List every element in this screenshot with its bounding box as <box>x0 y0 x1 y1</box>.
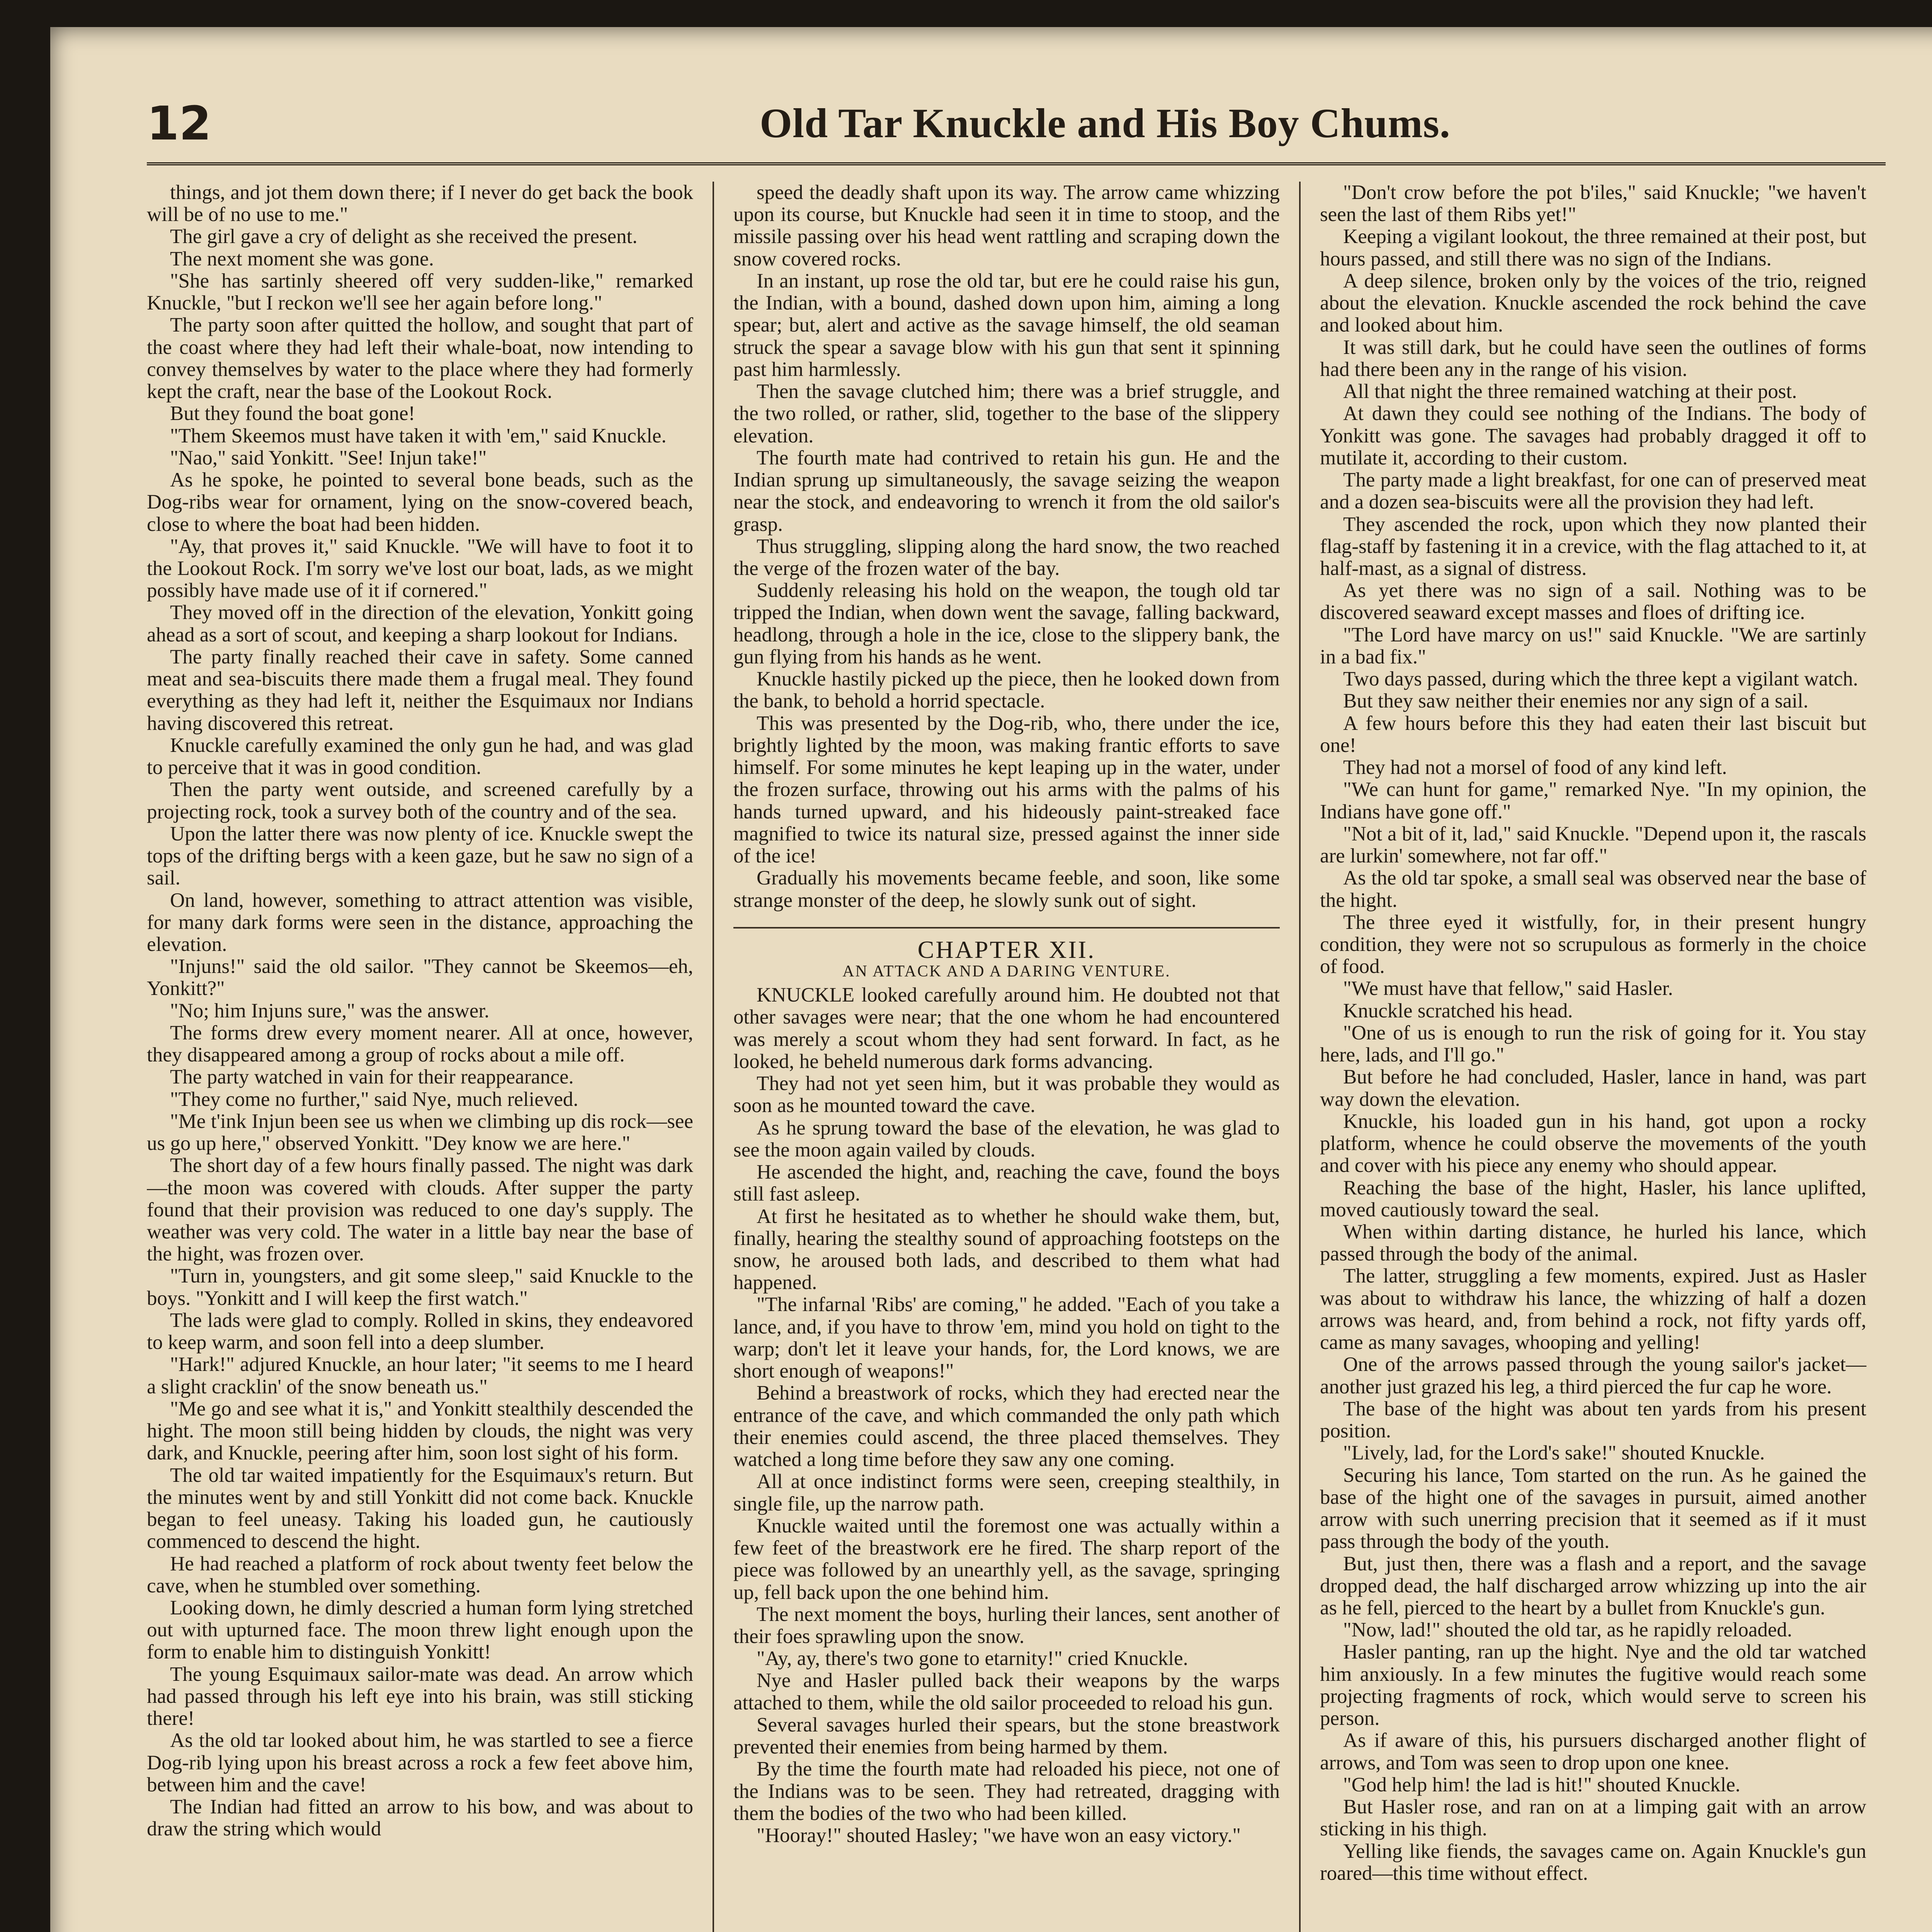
chapter-subtitle: AN ATTACK AND A DARING VENTURE. <box>842 962 1171 980</box>
paragraph: Thus struggling, slipping along the hard snow, the two reached the verge of the frozen water of the bay. <box>733 535 1280 580</box>
paragraph: things, and jot them down there; if I never do get back the book will be of no use to me." <box>147 182 693 226</box>
paragraph: The party soon after quitted the hollow, and sought that part of the coast where they had left their whale-boat, now intending to convey themselves by water to the place where they had formerly kept the craft, near the base of the Lookout Rock. <box>147 314 693 403</box>
paragraph: Hasler panting, ran up the hight. Nye and the old tar watched him anxiously. In a few minutes the fugitive would reach some projecting fragments of rock, which would serve to screen his person. <box>1320 1641 1866 1730</box>
paragraph: The next moment the boys, hurling their lances, sent another of their foes sprawling upon the snow. <box>733 1603 1280 1648</box>
paragraph: But they saw neither their enemies nor any sign of a sail. <box>1343 690 1808 713</box>
paragraph: Then the party went outside, and screened carefully by a projecting rock, took a survey both of the country and of the sea. <box>147 778 693 823</box>
paragraph: "Don't crow before the pot b'iles," said Knuckle; "we haven't seen the last of them Ribs yet!" <box>1320 182 1866 226</box>
paragraph: By the time the fourth mate had reloaded his piece, not one of the Indians was to be seen. They had retreated, dragging with them the bodies of the two who had been killed. <box>733 1758 1280 1825</box>
paragraph: At first he hesitated as to whether he should wake them, but, finally, hearing the stealthy sound of approaching footsteps on the snow, he aroused both lads, and described to them what had happened. <box>733 1205 1280 1294</box>
paragraph: Knuckle hastily picked up the piece, then he looked down from the bank, to behold a horrid spectacle. <box>733 668 1280 713</box>
paragraph: Looking down, he dimly descried a human form lying stretched out with upturned face. The moon threw light enough upon the form to enable him to distinguish Yonkitt! <box>147 1597 693 1663</box>
paragraph: KNUCKLE looked carefully around him. He doubted not that other savages were near; that the one whom he had encountered was merely a scout whom they had sent forward. In fact, as he looked, he beheld numerous dark forms advancing. <box>733 984 1280 1073</box>
paragraph: Knuckle, his loaded gun in his hand, got upon a rocky platform, whence he could observe the movements of the youth and cover with his piece any enemy who should appear. <box>1320 1110 1866 1177</box>
paragraph: Gradually his movements became feeble, and soon, like some strange monster of the deep, he slowly sunk out of sight. <box>733 867 1280 912</box>
paragraph: But, just then, there was a flash and a report, and the savage dropped dead, the half discharged arrow whizzing up into the air as he fell, pierced to the heart by a bullet from Knuckle's gun. <box>1320 1552 1866 1619</box>
column-2 <box>714 182 1301 1932</box>
paragraph: They had not a morsel of food of any kind left. <box>1343 756 1727 779</box>
paragraph: The lads were glad to comply. Rolled in skins, they endeavored to keep warm, and soon fell into a deep slumber. <box>147 1309 693 1354</box>
paragraph: The old tar waited impatiently for the Esquimaux's return. But the minutes went by and still Yonkitt did not come back. Knuckle began to feel uneasy. Taking his loaded gun, he cautiously commenced to descend the hight. <box>147 1464 693 1553</box>
paragraph: He ascended the hight, and, reaching the cave, found the boys still fast asleep. <box>733 1161 1280 1206</box>
page-number: 12 <box>147 97 211 151</box>
paragraph: A few hours before this they had eaten their last biscuit but one! <box>1320 712 1866 757</box>
paragraph: He had reached a platform of rock about twenty feet below the cave, when he stumbled over something. <box>147 1552 693 1597</box>
chapter-heading <box>733 927 1280 980</box>
paragraph: "Hooray!" shouted Hasley; "we have won an easy victory." <box>757 1824 1241 1847</box>
paragraph: As the old tar looked about him, he was startled to see a fierce Dog-rib lying upon his breast across a rock a few feet above him, between him and the cave! <box>147 1729 693 1796</box>
paragraph: Reaching the base of the hight, Hasler, his lance uplifted, moved cautiously toward the seal. <box>1320 1176 1866 1221</box>
paragraph: speed the deadly shaft upon its way. The arrow came whizzing upon its course, but Knuckle had seen it in time to stoop, and the missile passing over his head went rattling and scraping down the snow covered rocks. <box>733 182 1280 270</box>
paragraph: "Turn in, youngsters, and git some sleep," said Knuckle to the boys. "Yonkitt and I will keep the first watch." <box>147 1265 693 1310</box>
paragraph: The party watched in vain for their reappearance. <box>170 1066 574 1088</box>
paragraph: The base of the hight was about ten yards from his present position. <box>1320 1397 1866 1442</box>
paragraph: "She has sartinly sheered off very sudden-like," remarked Knuckle, "but I reckon we'll see her again before long." <box>147 269 693 315</box>
column-2-text-before <box>733 182 1280 912</box>
paragraph: It was still dark, but he could have seen the outlines of forms had there been any in the range of his vision. <box>1320 336 1866 381</box>
paragraph: They ascended the rock, upon which they now planted their flag-staff by fastening it in a crevice, with the flag attached to it, at half-mast, as a signal of distress. <box>1320 513 1866 580</box>
paragraph: "Me t'ink Injun been see us when we climbing up dis rock—see us go up here," observed Yonkitt. "Dey know we are here." <box>147 1110 693 1155</box>
paragraph: But they found the boat gone! <box>170 402 415 425</box>
paragraph: As he spoke, he pointed to several bone beads, such as the Dog-ribs wear for ornament, lying on the snow-covered beach, close to where the boat had been hidden. <box>147 469 693 536</box>
paragraph: Yelling like fiends, the savages came on. Again Knuckle's gun roared—this time without effect. <box>1320 1840 1866 1884</box>
paragraph: When within darting distance, he hurled his lance, which passed through the body of the animal. <box>1320 1221 1866 1265</box>
paragraph: On land, however, something to attract attention was visible, for many dark forms were seen in the distance, approaching the elevation. <box>147 889 693 956</box>
paragraph: Upon the latter there was now plenty of ice. Knuckle swept the tops of the drifting bergs with a keen gaze, but he saw no sign of a sail. <box>147 822 693 889</box>
paragraph: The fourth mate had contrived to retain his gun. He and the Indian sprung up simultaneously, the savage seizing the weapon near the stock, and endeavoring to wrench it from the old sailor's grasp. <box>733 446 1280 536</box>
paragraph: The Indian had fitted an arrow to his bow, and was about to draw the string which would <box>147 1796 693 1840</box>
paragraph: "Them Skeemos must have taken it with 'em," said Knuckle. <box>170 424 667 447</box>
paragraph: Two days passed, during which the three kept a vigilant watch. <box>1343 668 1858 690</box>
page <box>50 27 1932 1932</box>
paragraph: "The Lord have marcy on us!" said Knuckle. "We are sartinly in a bad fix." <box>1320 623 1866 668</box>
page-title: Old Tar Knuckle and His Boy Chums. <box>760 100 1451 146</box>
paragraph: "Hark!" adjured Knuckle, an hour later; "it seems to me I heard a slight cracklin' of the snow beneath us." <box>147 1353 693 1398</box>
paragraph: The girl gave a cry of delight as she received the present. <box>170 225 638 248</box>
paragraph: The three eyed it wistfully, for, in their present hungry condition, they were not so scrupulous as formerly in the choice of food. <box>1320 911 1866 978</box>
paragraph: Several savages hurled their spears, but the stone breastwork prevented their enemies from being harmed by them. <box>733 1713 1280 1759</box>
paragraph: "No; him Injuns sure," was the answer. <box>170 999 490 1022</box>
paragraph: But before he had concluded, Hasler, lance in hand, was part way down the elevation. <box>1320 1066 1866 1111</box>
paragraph: Keeping a vigilant lookout, the three remained at their post, but hours passed, and still there was no sign of the Indians. <box>1320 225 1866 270</box>
column-3 <box>1301 182 1886 1932</box>
paragraph: Nye and Hasler pulled back their weapons by the warps attached to them, while the old sailor proceeded to reload his gun. <box>733 1669 1280 1714</box>
paragraph: Then the savage clutched him; there was a brief struggle, and the two rolled, or rather, slid, together to the base of the slippery elevation. <box>733 380 1280 447</box>
paragraph: "Me go and see what it is," and Yonkitt stealthily descended the hight. The moon still being hidden by clouds, the night was very dark, and Knuckle, peering after him, soon lost sight of his form. <box>147 1397 693 1464</box>
paragraph: "Ay, ay, there's two gone to etarnity!" cried Knuckle. <box>757 1647 1188 1670</box>
paragraph: A deep silence, broken only by the voices of the trio, reigned about the elevation. Knuckle ascended the rock behind the cave and looked about him. <box>1320 269 1866 337</box>
paragraph: Knuckle carefully examined the only gun he had, and was glad to perceive that it was in good condition. <box>147 734 693 779</box>
paragraph: One of the arrows passed through the young sailor's jacket—another just grazed his leg, a third pierced the fur cap he wore. <box>1320 1353 1866 1398</box>
paragraph: Suddenly releasing his hold on the weapon, the tough old tar tripped the Indian, when down went the savage, falling backward, headlong, through a hole in the ice, close to the slippery bank, the gun flying from his hands as he went. <box>733 579 1280 668</box>
column-1 <box>147 182 714 1932</box>
paragraph: This was presented by the Dog-rib, who, there under the ice, brightly lighted by the moon, was making frantic efforts to save himself. For some minutes he kept leaping up in the water, under the frozen surface, throwing out his arms with the palms of his hands turned upward, and his hideously paint-streaked face magnified to twice its natural size, pressed against the inner side of the ice! <box>733 712 1280 867</box>
paragraph: At dawn they could see nothing of the Indians. The body of Yonkitt was gone. The savages had probably dragged it off to mutilate it, according to their custom. <box>1320 402 1866 469</box>
paragraph: "One of us is enough to run the risk of going for it. You stay here, lads, and I'll go." <box>1320 1021 1866 1066</box>
paragraph: In an instant, up rose the old tar, but ere he could raise his gun, the Indian, with a bound, dashed down upon him, aiming a long spear; but, alert and active as the savage himself, the old seaman struck the spear a savage blow with his gun that sent it spinning past him harmlessly. <box>733 269 1280 381</box>
paragraph: "Not a bit of it, lad," said Knuckle. "Depend upon it, the rascals are lurkin' somewhere, not far off." <box>1320 822 1866 867</box>
paragraph: "Nao," said Yonkitt. "See! Injun take!" <box>170 446 487 469</box>
paragraph: "Now, lad!" shouted the old tar, as he rapidly reloaded. <box>1343 1619 1793 1641</box>
paragraph: As yet there was no sign of a sail. Nothing was to be discovered seaward except masses and floes of drifting ice. <box>1320 579 1866 624</box>
paragraph: They moved off in the direction of the elevation, Yonkitt going ahead as a sort of scout, and keeping a sharp lookout for Indians. <box>147 601 693 646</box>
paragraph: Securing his lance, Tom started on the run. As he gained the base of the hight one of the savages in pursuit, aimed another arrow with such unerring precision that it seemed as if it must pass through the body of the youth. <box>1320 1464 1866 1553</box>
paragraph: "They come no further," said Nye, much relieved. <box>170 1088 578 1111</box>
paragraph: As if aware of this, his pursuers discharged another flight of arrows, and Tom was seen to drop upon one knee. <box>1320 1729 1866 1774</box>
paragraph: "Ay, that proves it," said Knuckle. "We will have to foot it to the Lookout Rock. I'm sorry we've lost our boat, lads, as we might possibly have made use of it if cornered." <box>147 535 693 602</box>
paragraph: But Hasler rose, and ran on at a limping gait with an arrow sticking in his thigh. <box>1320 1796 1866 1840</box>
paragraph: The young Esquimaux sailor-mate was dead. An arrow which had passed through his left eye into his brain, was still sticking there! <box>147 1663 693 1730</box>
column-2-text-after <box>733 984 1280 1847</box>
paragraph: "We must have that fellow," said Hasler. <box>1343 977 1673 1000</box>
paragraph: Knuckle scratched his head. <box>1343 999 1573 1022</box>
paragraph: "Lively, lad, for the Lord's sake!" shouted Knuckle. <box>1343 1442 1765 1464</box>
paragraph: The party made a light breakfast, for one can of preserved meat and a dozen sea-biscuits were all the provision they had left. <box>1320 469 1866 514</box>
text-columns <box>147 182 1886 1932</box>
paragraph: They had not yet seen him, but it was probable they would as soon as he mounted toward the cave. <box>733 1072 1280 1117</box>
paragraph: "God help him! the lad is hit!" shouted Knuckle. <box>1343 1773 1741 1796</box>
paragraph: The party finally reached their cave in safety. Some canned meat and sea-biscuits there made them a frugal meal. They found everything as they had left it, neither the Esquimaux nor Indians having discovered this retreat. <box>147 645 693 735</box>
paragraph: "We can hunt for game," remarked Nye. "In my opinion, the Indians have gone off." <box>1320 778 1866 823</box>
paragraph: As the old tar spoke, a small seal was observed near the base of the hight. <box>1320 867 1866 912</box>
paragraph: The short day of a few hours finally passed. The night was dark—the moon was covered with clouds. After supper the party found that their provision was reduced to one day's supply. The weather was very cold. The water in a little bay near the base of the hight, was frozen over. <box>147 1154 693 1265</box>
paragraph: Knuckle waited until the foremost one was actually within a few feet of the breastwork ere he fired. The sharp report of the piece was followed by an unearthly yell, as the savage, springing up, fell back upon the one behind him. <box>733 1514 1280 1604</box>
paragraph: "Injuns!" said the old sailor. "They cannot be Skeemos—eh, Yonkitt?" <box>147 955 693 1000</box>
chapter-title: CHAPTER XII. <box>917 935 1096 963</box>
paragraph: All at once indistinct forms were seen, creeping stealthily, in single file, up the narrow path. <box>733 1470 1280 1515</box>
paragraph: As he sprung toward the base of the elevation, he was glad to see the moon again vailed by clouds. <box>733 1116 1280 1161</box>
paragraph: The latter, struggling a few moments, expired. Just as Hasler was about to withdraw his lance, the whizzing of half a dozen arrows was heard, and, from behind a rock, not fifty yards off, came as many savages, whooping and yelling! <box>1320 1265 1866 1354</box>
paragraph: The forms drew every moment nearer. All at once, however, they disappeared among a group of rocks about a mile off. <box>147 1021 693 1066</box>
page-header <box>147 85 1886 165</box>
paragraph: The next moment she was gone. <box>170 247 434 270</box>
paragraph: "The infarnal 'Ribs' are coming," he added. "Each of you take a lance, and, if you have to throw 'em, mind you hold on tight to the warp; don't let it leave your hands, for, the Lord knows, we are short enough of weapons!" <box>733 1293 1280 1383</box>
paragraph: All that night the three remained watching at their post. <box>1343 380 1797 403</box>
paragraph: Behind a breastwork of rocks, which they had erected near the entrance of the cave, and which commanded the only path which their enemies could ascend, the three placed themselves. They watched a long time before they saw any one coming. <box>733 1382 1280 1471</box>
